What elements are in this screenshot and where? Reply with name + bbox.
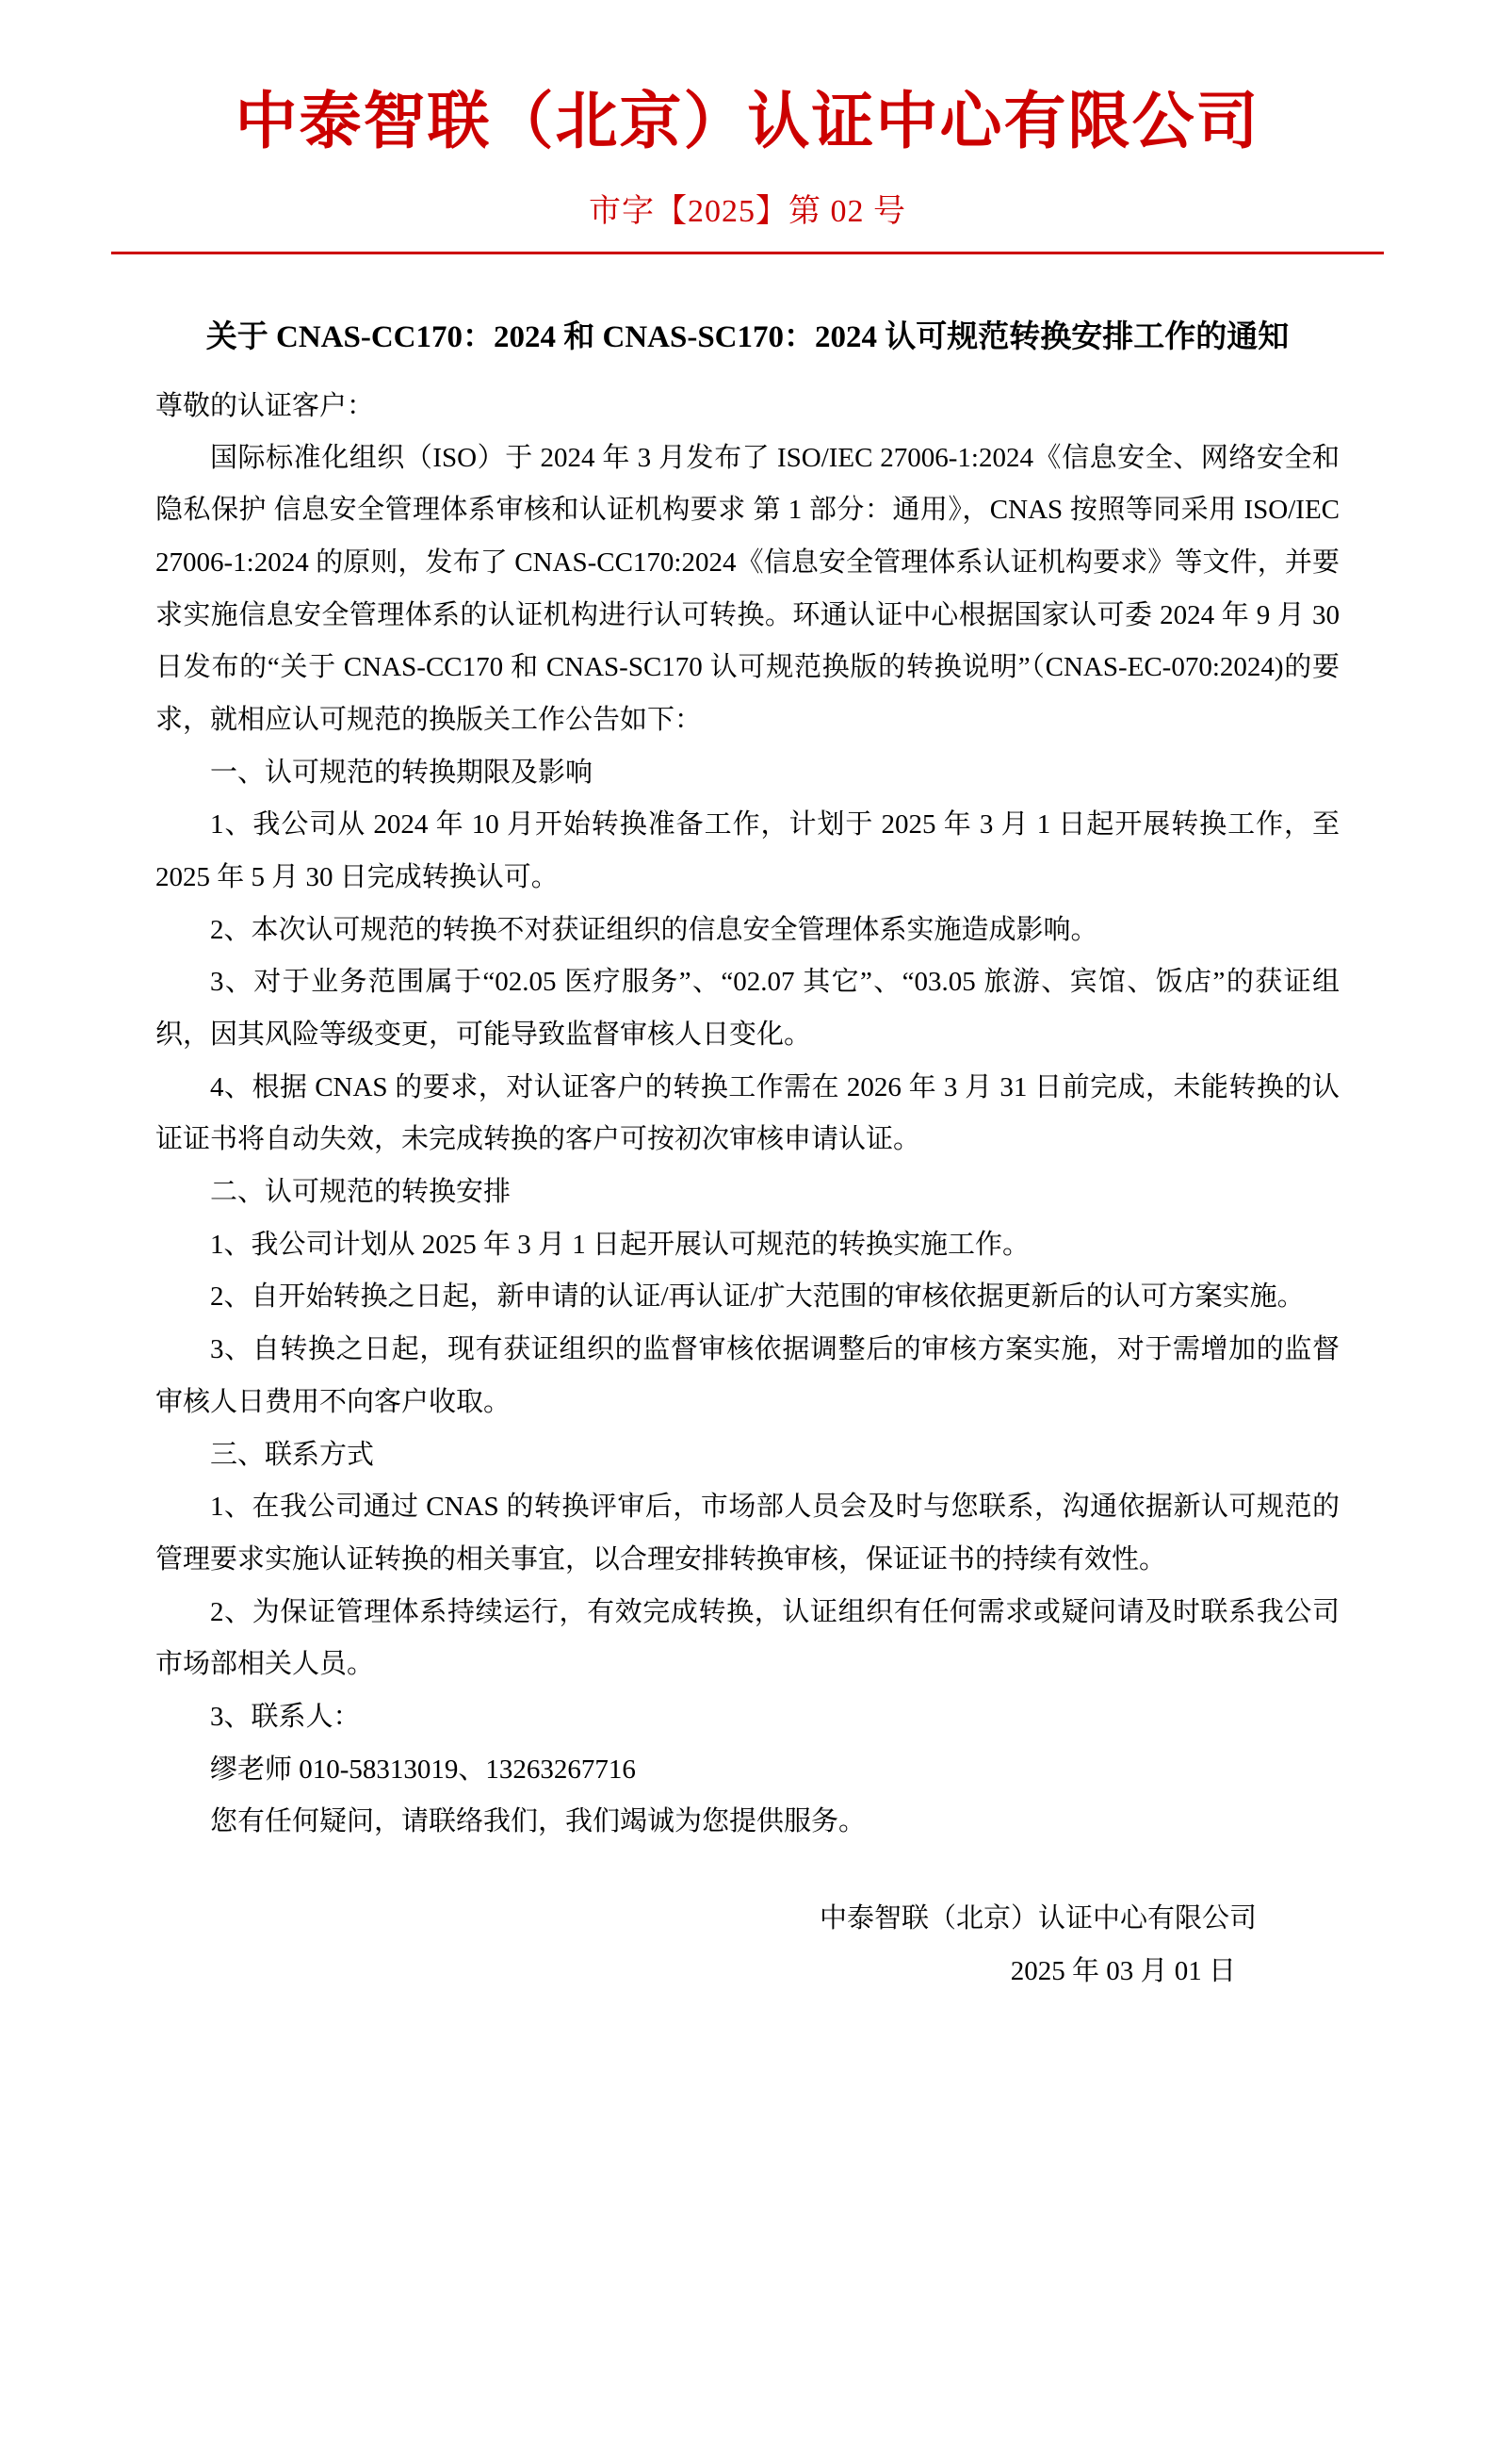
paragraph-2-3: 3、自转换之日起，现有获证组织的监督审核依据调整后的审核方案实施，对于需增加的监督审核人日费用不向客户收取。: [155, 1334, 1340, 1417]
paragraph-3-1: 1、在我公司通过 CNAS 的转换评审后，市场部人员会及时与您联系，沟通依据新认可规范的管理要求实施认证转换的相关事宜，以合理安排转换审核，保证证书的持续有效性。: [155, 1492, 1340, 1575]
section-heading-one: 一、认可规范的转换期限及影响: [210, 757, 593, 788]
signature-block: [155, 1892, 1340, 1999]
section-heading-two: 二、认可规范的转换安排: [210, 1177, 512, 1208]
paragraph-1-2: 2、本次认可规范的转换不对获证组织的信息安全管理体系实施造成影响。: [210, 914, 1098, 945]
paragraph-3-2: 2、为保证管理体系持续运行，有效完成转换，认证组织有任何需求或疑问请及时联系我公司市场部相关人员。: [155, 1596, 1340, 1680]
contact-person: 缪老师 010-58313019、13263267716: [210, 1754, 636, 1785]
document-content: [0, 311, 1495, 1999]
paragraph-2-2: 2、自开始转换之日起，新申请的认证/再认证/扩大范围的审核依据更新后的认可方案实施。: [210, 1281, 1305, 1313]
paragraph-intro: 国际标准化组织（ISO）于 2024 年 3 月发布了 ISO/IEC 27006-1:2024《信息安全、网络安全和隐私保护 信息安全管理体系审核和认证机构要求 第 1 部分：通用》，CNAS 按照等同采用 ISO/IEC 27006-1:2024 的原则，发布了 CNAS-CC170:2024《信息安全管理体系认证机构要求》等文件，并要求实施信息安全管理体系的认证机构进行认可转换。环通认证中心根据国家认可委 2024 年 9 月 30 日发布的“关于 CNAS-CC170 和 CNAS-SC170 认可规范换版的转换说明”（CNAS-EC-070:2024)的要求，就相应认可规范的换版关工作公告如下：: [155, 442, 1340, 736]
paragraph-2-1: 1、我公司计划从 2025 年 3 月 1 日起开展认可规范的转换实施工作。: [210, 1229, 1031, 1260]
paragraph-3-3: 3、联系人：: [210, 1701, 361, 1732]
red-divider-rule: [111, 252, 1384, 254]
signature-date: 2025 年 03 月 01 日: [1010, 1956, 1236, 1987]
signature-organization: 中泰智联（北京）认证中心有限公司: [819, 1902, 1257, 1934]
salutation: 尊敬的认证客户：: [155, 390, 375, 421]
letterhead: [0, 0, 1495, 231]
organization-title: 中泰智联（北京）认证中心有限公司: [235, 88, 1260, 156]
section-heading-three: 三、联系方式: [210, 1439, 375, 1470]
closing-note: 您有任何疑问，请联络我们，我们竭诚为您提供服务。: [210, 1806, 867, 1837]
paragraph-1-4: 4、根据 CNAS 的要求，对认证客户的转换工作需在 2026 年 3 月 31 日前完成，未能转换的认证证书将自动失效，未完成转换的客户可按初次审核申请认证。: [155, 1071, 1340, 1155]
paragraph-1-3: 3、对于业务范围属于“02.05 医疗服务”、“02.07 其它”、“03.05 旅游、宾馆、饭店”的获证组织，因其风险等级变更，可能导致监督审核人日变化。: [155, 967, 1340, 1051]
document-title: 关于 CNAS-CC170：2024 和 CNAS-SC170：2024 认可规范转换安排工作的通知: [205, 319, 1290, 354]
document-number: 市字【2025】第 02 号: [589, 193, 906, 229]
paragraph-1-1: 1、我公司从 2024 年 10 月开始转换准备工作，计划于 2025 年 3 月 1 日起开展转换工作，至 2025 年 5 月 30 日完成转换认可。: [155, 809, 1340, 893]
